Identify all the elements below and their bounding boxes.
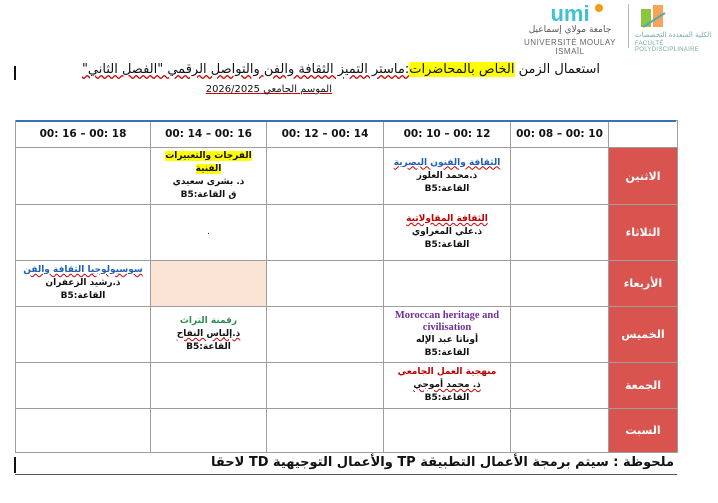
fri-14-16 [151,363,267,409]
title-suffix: :ماستر التميز الثقافة والفن والتواصل الرقمي "الفصل الثاني" [81,62,410,77]
room: القاعة:B5 [424,240,470,250]
room: القاعة:B5 [424,183,470,194]
tue-08-10 [511,205,609,261]
footnote: ملحوظة : سيتم برمجة الأعمال التطبيقة TP والأعمال التوجيهية TD لاحقا [211,455,674,470]
room: القاعة:B5 [60,291,106,301]
row-monday [16,148,678,205]
professor: ذ.علي المغراوي [411,227,483,237]
day-monday: الاثنين [609,148,678,205]
sat-10-12 [384,409,511,453]
day-friday: الجمعة [609,363,678,409]
thu-10-12 [384,307,511,363]
sat-14-16 [151,409,267,453]
professor: ذ. بشرى سعيدي [172,177,245,187]
course-title: الثقافة والفنون البصرية [393,157,501,168]
professor: ذ. محمد أموجي [413,380,481,390]
fp-arabic-name: الكلية المتعددة التخصصات [635,31,712,39]
umi-logo [520,3,620,56]
fri-08-10 [511,363,609,409]
tue-12-14 [267,205,384,261]
thu-08-10 [511,307,609,363]
room: القاعة:B5 [424,393,470,403]
day-thursday: الخميس [609,307,678,363]
header-slot-10-12: 12 :00 – 10 :00 [384,121,511,148]
row-tuesday [16,205,678,261]
note-underline [15,474,677,475]
wed-16-18 [16,261,151,307]
tue-16-18 [16,205,151,261]
course-title: الفرجات والتعبيرات الفنية [165,151,252,174]
row-saturday [16,409,678,453]
mon-14-16 [151,148,267,205]
mon-16-18 [16,148,151,205]
wed-08-10 [511,261,609,307]
course-title: الثقافة المقاولاتية [406,214,488,224]
row-friday [16,363,678,409]
thu-16-18 [16,307,151,363]
mon-08-10 [511,148,609,205]
fp-mark-icon [639,3,669,29]
header-logos [0,0,718,60]
tue-14-16 [151,205,267,261]
umi-mark-icon [536,3,604,25]
professor: ذ.إلياس النفاح [176,329,241,339]
fp-latin-name: FACULTÉ POLYDISCIPLINAIRE [635,41,700,53]
wed-10-12 [384,261,511,307]
course-title: Moroccan heritage and civilisation [394,309,500,333]
tue-10-12 [384,205,511,261]
sat-12-14 [267,409,384,453]
title-left-bar [14,66,16,80]
day-tuesday: الثلاثاء [609,205,678,261]
mon-10-12 [384,148,511,205]
umi-latin-name: UNIVERSITÉ MOULAY ISMAÏL [524,38,616,56]
fri-12-14 [267,363,384,409]
academic-year: الموسم الجامعي 2026/2025 [205,84,332,95]
room: القاعة:B5 [186,342,231,352]
fp-logo [635,3,715,51]
thu-12-14 [267,307,384,363]
day-saturday: السبت [609,409,678,453]
header-slot-14-16: 16 :00 – 14 :00 [151,121,267,148]
row-thursday [16,307,678,363]
header-slot-12-14: 14 :00 – 12 :00 [267,121,384,148]
professor: ذ.رشيد الزعفران [45,278,121,288]
cell-mark: . [207,227,210,237]
row-wednesday [16,261,678,307]
course-title: رقمنة التراث [179,316,238,326]
note-left-bar [14,457,16,473]
umi-arabic-name: جامعة مولاي إسماعيل [528,25,612,35]
header-slot-16-18: 18 :00 – 16 :00 [16,121,151,148]
course-title: منهجية العمل الجامعي [397,367,497,377]
logo-divider [628,4,629,48]
title-prefix: استعمال الزمن [514,62,600,77]
timetable [15,120,678,453]
wed-12-14 [267,261,384,307]
page-title [82,62,600,77]
sat-16-18 [16,409,151,453]
table-top-rule [16,120,676,122]
sat-08-10 [511,409,609,453]
day-wednesday: الأربعاء [609,261,678,307]
fri-16-18 [16,363,151,409]
title-highlight: الخاص بالمحاضرات [409,62,515,77]
professor: أوناتا عبد الإله [415,334,479,345]
thu-14-16 [151,307,267,363]
wed-14-16 [151,261,267,307]
room: القاعة:B5 [424,347,470,358]
course-title: سوسيولوجيا الثقافة والفن [23,265,143,275]
mon-12-14 [267,148,384,205]
room: ق القاعة:B5 [180,190,237,200]
header-slot-08-10: 10 :00 – 08 :00 [511,121,609,148]
fri-10-12 [384,363,511,409]
professor: ذ.محمد العلوز [416,170,478,181]
header-row [16,121,678,148]
svg-text:umi: umi [550,3,590,25]
header-corner [609,121,678,148]
